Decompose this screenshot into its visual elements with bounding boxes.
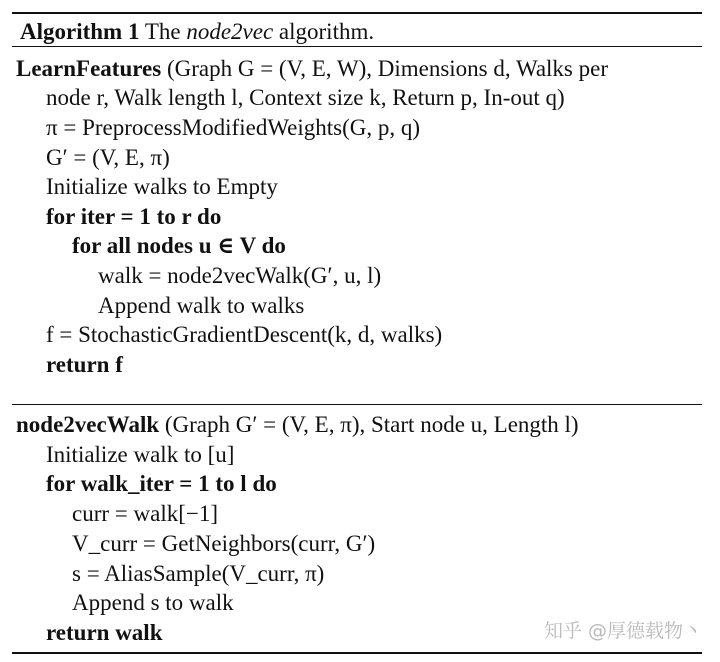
watermark-text: 知乎 @厚德载物丶 [543, 620, 702, 642]
code-line-curr: curr = walk[−1] [72, 501, 218, 526]
code-line-preprocess: π = PreprocessModifiedWeights(G, p, q) [46, 115, 421, 140]
code-line-walk-call: walk = node2vecWalk(G′, u, l) [98, 263, 382, 288]
code-line-for-all-nodes: for all nodes u ∈ V do [72, 233, 286, 258]
code-line-get-neighbors: V_curr = GetNeighbors(curr, G′) [72, 531, 376, 556]
code-line-append-walk: Append walk to walks [98, 293, 305, 318]
code-line-for-walk-iter: for walk_iter = 1 to l do [46, 471, 277, 496]
learnfeatures-signature-line1 [16, 54, 608, 83]
algorithm-title-post: algorithm. [273, 19, 375, 44]
algorithm-label: Algorithm 1 [20, 19, 140, 44]
node2vecwalk-name: node2vecWalk [16, 412, 160, 437]
code-line-for-iter: for iter = 1 to r do [46, 204, 222, 229]
learnfeatures-name: LearnFeatures [16, 56, 162, 81]
algorithm-title-pre: The [144, 19, 187, 44]
node2vecwalk-signature [16, 410, 579, 439]
learnfeatures-signature-line2: node r, Walk length l, Context size k, Return p, In-out q) [46, 85, 565, 110]
algorithm-caption [20, 17, 374, 46]
code-line-graph-def: G′ = (V, E, π) [46, 145, 170, 170]
code-line-init-walk: Initialize walk to [u] [46, 442, 235, 467]
code-line-alias-sample: s = AliasSample(V_curr, π) [72, 561, 325, 586]
code-line-sgd: f = StochasticGradientDescent(k, d, walks) [46, 322, 443, 347]
bottom-rule [12, 652, 702, 654]
code-line-init-walks: Initialize walks to Empty [46, 174, 278, 199]
learnfeatures-params-1: (Graph G = (V, E, W), Dimensions d, Walks per [161, 56, 609, 81]
code-line-return-walk: return walk [46, 620, 163, 645]
section-rule [12, 404, 702, 405]
caption-rule [12, 46, 702, 47]
node2vecwalk-params: (Graph G′ = (V, E, π), Start node u, Length l) [159, 412, 579, 437]
algorithm-title-em: node2vec [186, 19, 274, 44]
code-line-return-f: return f [46, 352, 123, 377]
code-line-append-s: Append s to walk [72, 590, 234, 615]
top-rule [12, 12, 702, 14]
